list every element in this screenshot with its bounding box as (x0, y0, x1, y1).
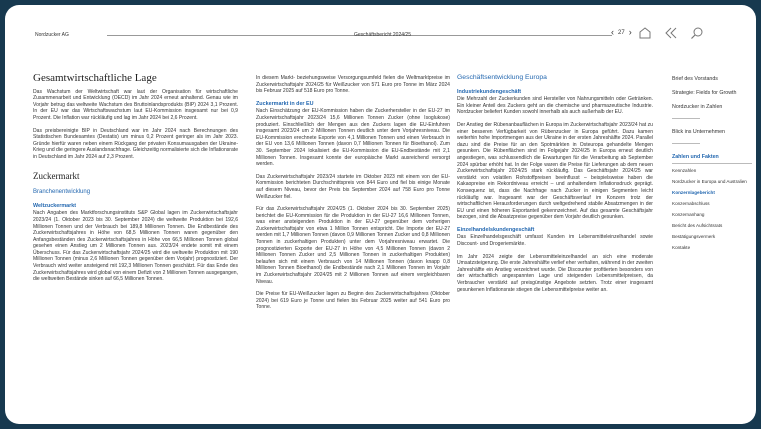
paragraph: Das Wachstum der Weltwirtschaft war laut der Organisation für wirtschaftliche Zusammenarbeit und Entwicklung (OECD) im Jahr 2024 erneut anhaltend. Genau wie im Vorjahr betrug das weltweite Wachstum des Bruttoinlandsprodukts (BIP) 2024 3,1 Prozent. In der EU war das Wirtschaftswachstum laut EU-Kommission insgesamt nur bei 0,9 Prozent. Die Inflation war rückläufig und lag im Jahr 2024 bei 2,6 Prozent. (33, 88, 238, 121)
paragraph: Die Mehrzahl der Zuckerkunden sind Hersteller von Nahrungsmitteln oder Getränken. Ein kleiner Anteil des Zuckers geht an die chemische und pharmazeutische Industrie. Nordzucker beliefert Kunden sowohl innerhalb als auch außerhalb der EU. (457, 96, 653, 116)
nav-item-letter[interactable]: Brief des Vorstands (672, 76, 718, 82)
page-number: 27 (618, 29, 625, 36)
sidebar-nav (672, 76, 754, 256)
heading-world-sugar-market: Weltzuckermarkt (33, 202, 77, 209)
section-title-economy: Gesamtwirtschaftliche Lage (33, 72, 157, 84)
back-icon[interactable] (664, 26, 678, 40)
nav-item-strategy[interactable]: Strategie: Fields for Growth (672, 90, 737, 96)
report-title: Geschäftsbericht 2024/25 (354, 32, 411, 38)
subsection-title: Branchenentwicklung (33, 189, 91, 196)
search-icon[interactable] (690, 26, 704, 40)
heading-industry-customers: Industriekundengeschäft (457, 88, 522, 95)
nav-subitem[interactable]: Kennzahlen (672, 168, 697, 173)
nav-item-company[interactable]: Blick ins Unternehmen (672, 129, 725, 135)
section-title-sugar-market: Zuckermarkt (33, 170, 80, 181)
page-header (23, 27, 740, 43)
nav-subitem[interactable]: Konzernabschluss (672, 201, 710, 206)
column-3 (457, 75, 653, 299)
paragraph: Im Jahr 2024 zeigte der Lebensmitteleinzelhandel an sich eine moderate Umsatzsteigerung. Die erste Jahreshälfte verlief eher verhalten, während in der zweiten Jahreshälfte ein Anstieg verzeichnet wurde. Die Discounter profitierten besonders von der wirtschaftlich angespannten Lage und steigenden Lebensmittelpreisen, da Verbraucher verstärkt auf preisgünstige Angebote setzten. Trotz einer insgesamt gesunkenen Inflationsrate stiegen die Lebensmittelpreise weiter an. (457, 253, 653, 293)
paragraph: Nach Angaben des Marktforschungsinstituts S&P Global lagen im Zuckerwirtschaftsjahr 2023/24 (1. Oktober 2023 bis 30. September 2024) die weltweite Produktion bei 192,6 Millionen Tonnen und der Verbrauch bei 189,8 Millionen Tonnen. Die Endbestände des Zuckerwirtschaftsjahres in Höhe von 68,5 Millionen Tonnen waren gegenüber den Anfangsbeständen des Zuckerwirtschaftsjahres in Höhe von 66,5 Millionen Tonnen global gesehen einen Anstieg um 2 Millionen Tonnen aus. 2023/24 endete somit mit einem Überschuss. Für das Zuckerwirtschaftsjahr 2024/25 wird die weltweite Produktion mit 190 Millionen Tonnen (minus 2,6 Millionen Tonnen gegenüber dem Vorjahr) prognostiziert. Der Verbrauch wird weiter ansteigend mit 192,3 Millionen Tonnen geschätzt. Für das Ende des Zuckerwirtschaftsjahres wird global von einem Defizit von 2 Millionen Tonnen ausgegangen, die weltweiten Bestände sinken auf 66,5 Millionen Tonnen. (33, 210, 238, 283)
nav-subitem[interactable]: Bestätigungsvermerk (672, 234, 716, 239)
nav-divider (672, 163, 752, 164)
nav-item-figures[interactable]: Nordzucker in Zahlen (672, 104, 723, 110)
nav-subitem-active[interactable]: Konzernlagebericht (672, 190, 715, 195)
heading-retail-customers: Einzelhandelskundengeschäft (457, 226, 535, 233)
nav-subitem[interactable]: Kontakte (672, 245, 691, 250)
company-name: Nordzucker AG (35, 32, 69, 38)
toolbar-icons (638, 26, 704, 40)
prev-page-icon[interactable]: ‹ (611, 27, 614, 37)
nav-subitem[interactable]: Nordzucker in Europa und Australien (672, 179, 747, 184)
home-icon[interactable] (638, 26, 652, 40)
heading-eu-sugar-market: Zuckermarkt in der EU (256, 100, 314, 107)
paragraph: Das Zuckerwirtschaftsjahr 2023/24 startete im Oktober 2023 mit einem von der EU-Kommission berichteten Durchschnittspreis von 844 Euro und fiel bis einige Monate auf diesem Niveau, bevor der Preis bis September 2024 auf 758 Euro pro Tonne Weißzucker fiel. (256, 173, 450, 200)
nav-divider (672, 118, 700, 119)
nav-group-facts[interactable]: Zahlen und Fakten (672, 154, 719, 160)
column-1 (33, 72, 238, 289)
paragraph: Nach Einschätzung der EU-Kommission haben die Zuckerhersteller in der EU-27 im Zuckerwirtschaftsjahr 2023/24 15,6 Millionen Tonnen Zucker (ohne Isoglukose) produziert. Einschließlich der Mengen aus den Zuckers lagen die EU-Einfuhren insgesamt 2023/24 um 2 Millionen Tonnen deutlich unter dem Vorjahresniveau. Die EU-Kommission erechnete Exporte von 4,1 Millionen Tonnen und einen Verbrauch in der EU von 13,6 Millionen Tonnen (davon 0,7 Millionen Tonnen für Bioethanol). Zum 30. September 2024 lokalisiert die EU-Kommission die EU-Endbestände mit 2,1 Millionen Tonnen. Insgesamt konnte der europäische Markt ausreichend versorgt werden. (256, 108, 450, 168)
paragraph: Für das Zuckerwirtschaftsjahr 2024/25 (1. Oktober 2024 bis 30. September 2025) berichtet die EU-Kommission für die Produktion in der EU-27 16,6 Millionen Tonnen, was einer ansteigenden Produktion in der EU-27 gegenüber dem vorherigen Zuckerwirtschaftsjahr von etwa 1 Million Tonnen entspricht. Die Importe der EU-27 werden mit 1,7 Millionen Tonnen (davon 0,9 Millionen Tonnen Zucker und 0,8 Millionen Tonnen in zuckerhaltigen Produkten) unter dem Vorjahresniveau erwartet. Die prognostizierten Exporte der EU-27 in Höhe von 4,5 Millionen Tonnen (davon 2 Millionen Tonnen Zucker und 2,5 Millionen Tonnen in zuckerhaltigen Produkten) belaufen sich mit einem Verbrauch von 14 Millionen Tonnen (davon knapp 0,8 Millionen Tonnen Bioethanol) die Endbestände nach 2,1 Millionen Tonnen im Vorjahr im Zuckerwirtschaftsjahr 2024/25 mit 2 Millionen Tonnen auf einem vergleichbaren Niveau. (256, 206, 450, 285)
nav-subitem[interactable]: Bericht des Aufsichtsrats (672, 223, 723, 228)
column-2 (256, 75, 450, 317)
nav-divider (672, 143, 700, 144)
pager (611, 28, 632, 37)
paragraph: Das Einzelhandelsgeschäft umfasst Kunden im Lebensmitteleinzelhandel sowie Discount- und Drogeriemärkte. (457, 234, 653, 248)
paragraph: Der Anstieg der Rübenanbauflächen in Europa im Zuckerwirtschaftsjahr 2023/24 hat zu einer besseren Verfügbarkeit von Rübenzucker in Europa geführt. Dazu kamen weiterhin hohe Importmengen aus der Ukraine in der ersten Jahreshälfte 2024. Parallel dazu sind die Preise für an den Spotmärkten in Osteuropa gehandelte Mengen gesunken. Die Rübenflächen sind im Folgejahr 2024/25 in Europa erneut deutlich angestiegen, was schlussendlich die Erwartungen für die Verarbeitung ab September 2024 spürbar erhöht hat. In der Folge waren die Preise für Lieferungen ab dem neuen Zuckerwirtschaftsjahr 2024/25 stark rückläufig. Das Geschäftsjahr 2024/25 war verstärkt von volatilen Rohstoffpreisen beeinflusst – beispielsweise haben die Kakaopreise ein Rekordniveau erreicht – und anhaltendem Inflationsdruck geprägt. Konsequenz ist, dass die Nachfrage nach Zucker in einigen Segmenten leicht rückläufig war. Insgesamt war der Geschäftsverlauf im Konzern trotz der wirtschaftlichen Herausforderungen durch weltgedrehend stabile Absatzmengen in der EU und einen höheren Exportanteil gekennzeichnet. Auf das gesamte Geschäftsjahr bezogen, sind die Absatzpreise gegenüber dem Vorjahr deutlich gesunken. (457, 121, 653, 221)
paragraph: In diesem Markt- beziehungsweise Versorgungsumfeld fielen die Weltmarktpreise im Zuckerwirtschaftsjahr 2024/25 für Weißzucker von 571 Euro pro Tonne im März 2024 bis Februar 2025 auf 518 Euro pro Tonne. (256, 75, 450, 95)
next-page-icon[interactable]: › (628, 27, 632, 37)
section-title-europe: Geschäftsentwicklung Europa (457, 74, 547, 81)
paragraph: Das preisbereinigte BIP in Deutschland war im Jahr 2024 nach Berechnungen des Statistischen Bundesamtes (Destatis) um minus 0,2 Prozent geringer als im Jahr 2023. Gründe hierfür waren neben einem Rückgang der privaten Konsumausgaben der Ukraine-Krieg und die geringere Auslandsnachfrage. Gleichzeitig normalisierte sich die Inflationsrate in Deutschland im Jahr 2024 auf 2,3 Prozent. (33, 127, 238, 160)
paragraph: Die Preise für EU-Weißzucker lagen zu Beginn des Zuckerwirtschaftsjahres (Oktober 2024) bei 619 Euro je Tonne und fielen bis Februar 2025 weiter auf 541 Euro pro Tonne. (256, 291, 450, 311)
document-page (5, 5, 756, 424)
nav-subitem[interactable]: Konzernanhang (672, 212, 705, 217)
